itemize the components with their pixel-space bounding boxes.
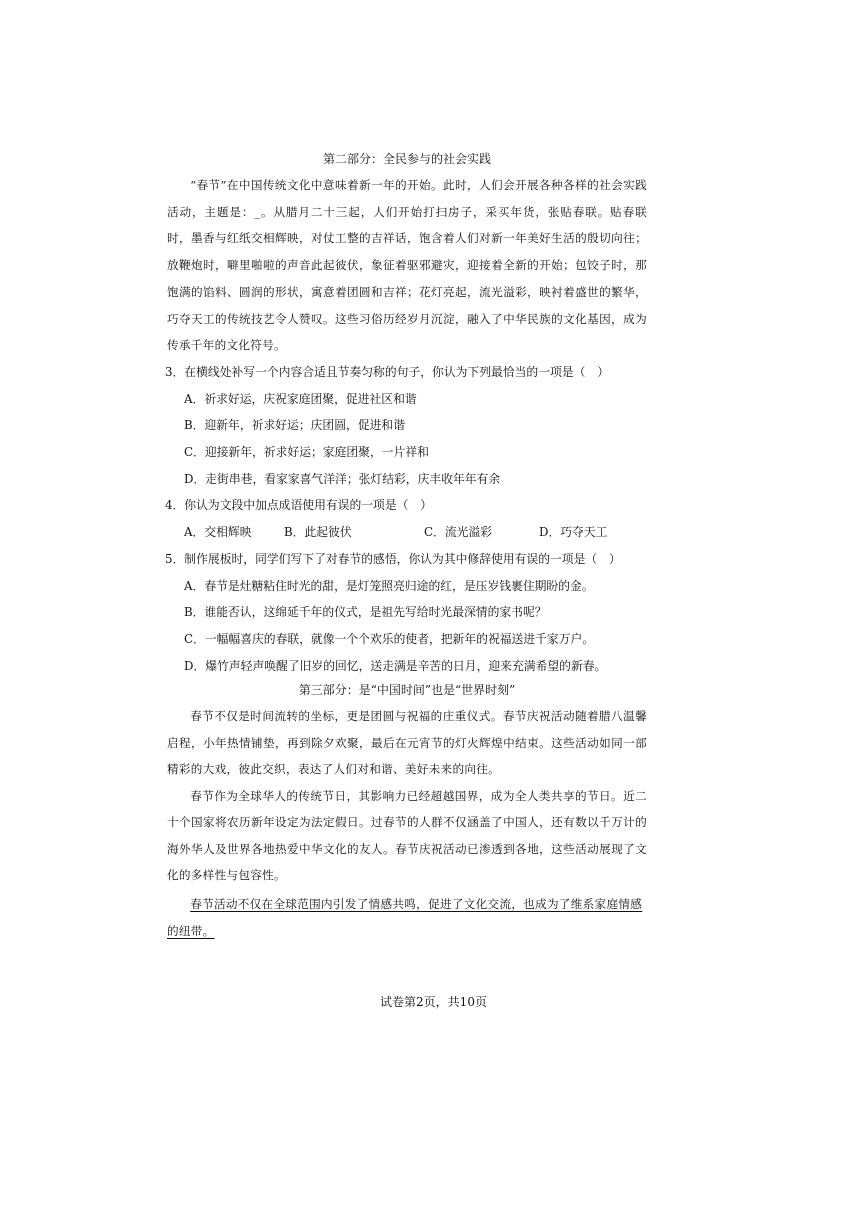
question-4-option-b: B．此起彼伏 <box>284 525 352 540</box>
part2-passage: “春节”在中国传统文化中意味着新一年的开始。此时，人们会开展各种各样的社会实践活动，主题是：_。从腊月二十三起，人们开始打扫房子，采买年货，张贴春联。贴春联时，墨香与红纸交相辉映，对仗工整的吉祥话，饱含着人们对新一年美好生活的殷切向往；放鞭炮时，噼里啪啦的声音此起彼伏，象征着驱邪避灾，迎接着全新的开始；包饺子时，那饱满的馅料、圆润的形状，寓意着团圆和吉祥；花灯亮起，流光溢彩，映衬着盛世的繁华，巧夺天工的传统技艺令人赞叹。这些习俗历经岁月沉淀，融入了中华民族的文化基因，成为传承千年的文化符号。 <box>167 178 647 353</box>
question-5-option-d: D．爆竹声轻声唤醒了旧岁的回忆，送走满是辛苦的日月，迎来充满希望的新春。 <box>184 658 607 673</box>
question-4-options <box>167 519 647 546</box>
question-4-stem: 4．你认为文段中加点成语使用有误的一项是（ ） <box>165 498 433 513</box>
question-4-option-a: A．交相辉映 <box>184 525 252 540</box>
question-4-option-d: D．巧夺天工 <box>539 525 608 540</box>
question-5-option-c: C．一幅幅喜庆的春联，就像一个个欢乐的使者，把新年的祝福送进千家万户。 <box>184 631 595 646</box>
part3-title: 第三部分：是“中国时间”也是“世界时刻” <box>298 683 516 698</box>
part3-paragraph-1: 春节不仅是时间流转的坐标，更是团圆与祝福的庄重仪式。春节庆祝活动随着腊八温馨启程，小年热情铺垫，再到除夕欢聚，最后在元宵节的灯火辉煌中结束。这些活动如同一部精彩的大戏，彼此交织，表达了人们对和谐、美好未来的向往。 <box>167 709 647 777</box>
part2-title: 第二部分：全民参与的社会实践 <box>322 152 491 166</box>
part3-underlined-sentence: 春节活动不仅在全球范围内引发了情感共鸣，促进了文化交流，也成为了维系家庭情感的纽带。 <box>167 896 643 938</box>
question-5-option-b: B．谁能否认，这绵延千年的仪式，是祖先写给时光最深情的家书呢？ <box>184 605 547 620</box>
question-3-option-d: D．走街串巷，看家家喜气洋洋；张灯结彩，庆丰收年年有余 <box>184 471 501 486</box>
question-3-option-b: B．迎新年，祈求好运；庆团圆，促进和谐 <box>184 418 406 433</box>
question-3-stem: 3．在横线处补写一个内容合适且节奏匀称的句子，你认为下列最恰当的一项是（ ） <box>165 364 609 379</box>
question-3-option-a: A．祈求好运，庆祝家庭团聚，促进社区和谐 <box>184 391 417 406</box>
question-3-option-c: C．迎接新年，祈求好运；家庭团聚，一片祥和 <box>184 445 429 460</box>
part3-paragraph-2: 春节作为全球华人的传统节日，其影响力已经超越国界，成为全人类共享的节日。近二十个国家将农历新年设定为法定假日。过春节的人群不仅涵盖了中国人，还有数以千万计的海外华人及世界各地热爱中华文化的友人。春节庆祝活动已渗透到各地，这些活动展现了文化的多样性与包容性。 <box>167 788 647 883</box>
question-5-option-a: A．春节是灶糖粘住时光的甜，是灯笼照亮归途的红，是压岁钱裹住期盼的金。 <box>184 578 594 593</box>
question-5-stem: 5．制作展板时，同学们写下了对春节的感悟，你认为其中修辞使用有误的一项是（ ） <box>165 551 621 566</box>
page-footer: 试卷第2页，共10页 <box>380 995 487 1009</box>
page-content <box>167 148 647 944</box>
question-4-option-c: C．流光溢彩 <box>424 525 493 540</box>
